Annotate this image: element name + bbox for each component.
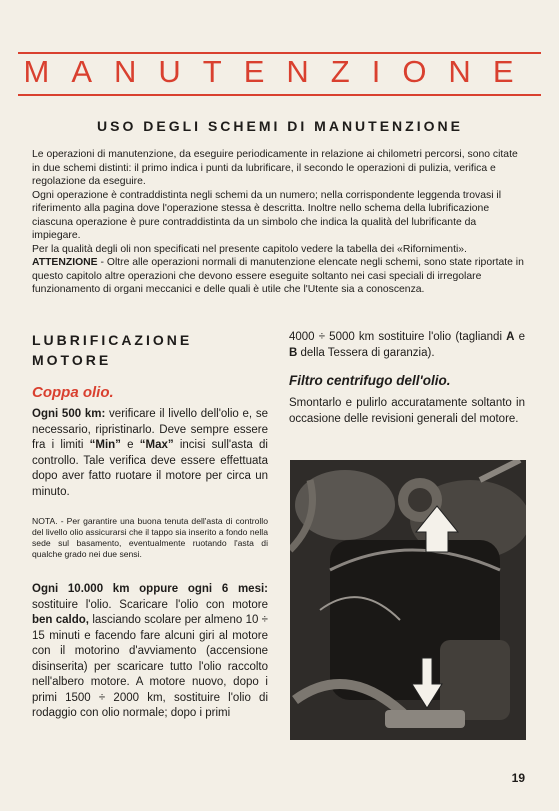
hot-engine-label: ben caldo, xyxy=(32,614,89,626)
oil-change-end: lasciando scolare per almeno 10 ÷ 15 minuti e facendo fare alcuni giri al motore con il motorino d'avviamento (accensione disinserita) per scaricare tutto l'olio raccolto nell'albero motore. A motore nuovo, dopo i primi 1500 ÷ 2000 km, sostituire l'olio di rodaggio con olio normale; dopo i primi xyxy=(32,614,268,719)
oil-change-text: sostituire l'olio. Scaricare l'olio con motore xyxy=(32,598,268,611)
filter-subtitle: Filtro centrifugo dell'olio. xyxy=(289,373,451,388)
min-max-conjunction: e xyxy=(120,439,140,451)
coupon-conjunction: e xyxy=(514,331,525,343)
max-label: “Max” xyxy=(139,439,174,451)
coupon-a: A xyxy=(506,331,515,343)
coupon-b: B xyxy=(289,346,298,359)
lubrication-title-2: MOTORE xyxy=(32,352,112,368)
attention-label: ATTENZIONE xyxy=(32,257,98,268)
intro-paragraph-3: Per la qualità degli oli non specificati nel presente capitolo vedere la tabella dei «Rifornimenti». xyxy=(32,243,467,255)
interval-500: Ogni 500 km: xyxy=(32,408,106,420)
attention-text: - Oltre alle operazioni normali di manutenzione elencate negli schemi, sono state riportate in questo capitolo altre operazioni che devono essere eseguite soltanto nei casi speciali di irregolare funzionamento di organi meccanici e delle quali è utile che l'Utente sia a conoscenza. xyxy=(32,257,524,295)
section-title: USO DEGLI SCHEMI DI MANUTENZIONE xyxy=(97,118,463,134)
note-paragraph: NOTA. - Per garantire una buona tenuta dell'asta di controllo del livello olio assicurarsi che il tappo sia inserito a fondo nella sede sul basamento, eventualmente ruotando l'asta di qualche grado nei due sensi. xyxy=(32,516,268,559)
oil-check-paragraph xyxy=(32,407,268,500)
lubrication-title-1: LUBRIFICAZIONE xyxy=(32,332,193,348)
engine-photo xyxy=(290,460,526,740)
intro-text xyxy=(32,148,524,297)
oil-sump-subtitle: Coppa olio. xyxy=(32,384,114,401)
interval-10000: Ogni 10.000 km oppure ogni 6 mesi: xyxy=(32,583,268,595)
attention-paragraph xyxy=(32,256,524,297)
oil-check-text: verificare il livello dell'olio e, se necessario, ripristinarlo. Deve sempre essere fra i limiti xyxy=(32,408,268,451)
running-in-paragraph xyxy=(289,330,525,361)
page-number: 19 xyxy=(511,771,525,785)
right-column xyxy=(289,330,525,427)
oil-check-end: incisi sull'asta di controllo. Tale verifica deve essere effettuata dopo aver fatto ruotare il motore per circa un minuto. xyxy=(32,439,268,498)
page-title: MANUTENZIONE xyxy=(23,54,536,89)
min-label: “Min” xyxy=(89,439,121,451)
oil-change-paragraph xyxy=(32,582,268,722)
filter-paragraph: Smontarlo e pulirlo accuratamente soltanto in occasione delle revisioni generali del motore. xyxy=(289,397,525,425)
intro-paragraph-1: Le operazioni di manutenzione, da eseguire periodicamente in relazione ai chilometri percorsi, sono citate in due schemi distinti: il primo indica i punti da lubrificare, il secondo le operazioni di pulizia, verifica e regolazione da eseguire. xyxy=(32,149,518,187)
running-in-text: 4000 ÷ 5000 km sostituire l'olio (tagliandi xyxy=(289,331,507,343)
left-column xyxy=(32,330,268,722)
intro-paragraph-2: Ogni operazione è contraddistinta negli schemi da un numero; nella corrispondente leggenda trovasi il riferimento alla pagina dove l'operazione stessa è descritta. Inoltre nello schema della lubrificazione ciascuna operazione è pure contraddistinta da un simbolo che indica la qualità del lubrificante da impiegare. xyxy=(32,189,502,241)
running-in-end: della Tessera di garanzia). xyxy=(297,346,435,359)
